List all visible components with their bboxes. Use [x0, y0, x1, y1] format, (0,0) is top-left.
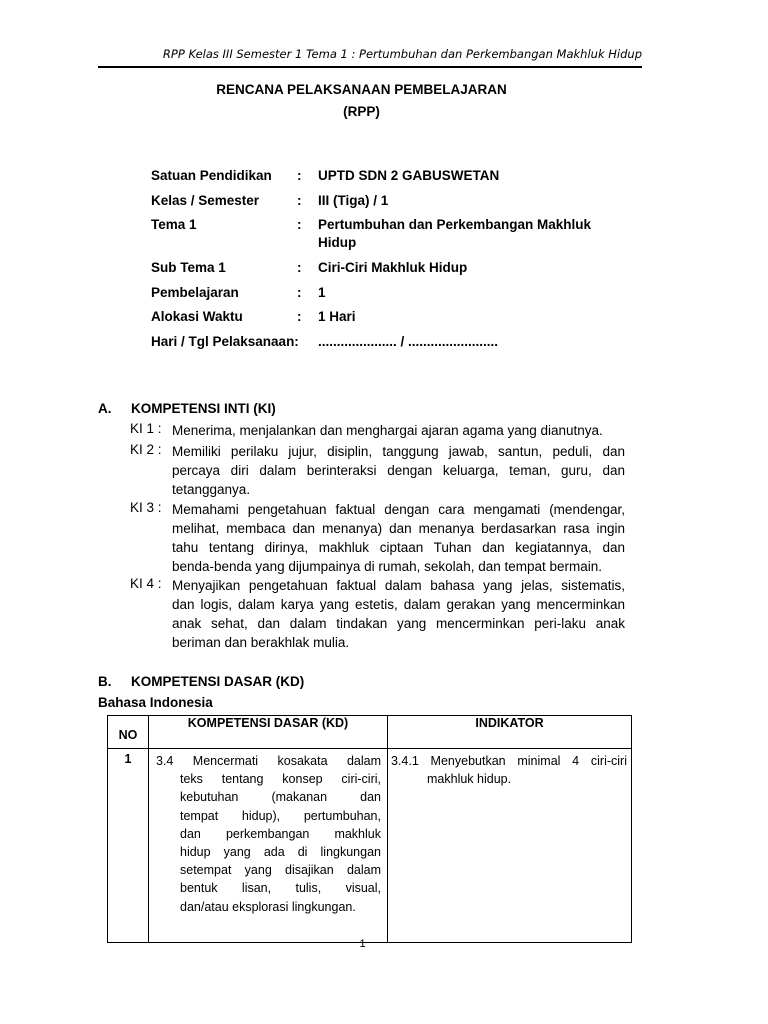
kd-line: hidup yang ada di lingkungan: [180, 845, 381, 860]
section-b-title: KOMPETENSI DASAR (KD): [131, 674, 305, 689]
identity-label: Hari / Tgl Pelaksanaan:: [151, 334, 299, 349]
kd-line: 3.4 Mencermati kosakata dalam: [156, 754, 381, 768]
document-subtitle: (RPP): [343, 104, 380, 119]
document-title: RENCANA PELAKSANAAN PEMBELAJARAN: [216, 82, 507, 97]
kd-table: [107, 715, 632, 943]
kd-line: setempat yang disajikan dalam: [180, 863, 381, 878]
identity-value: 1: [318, 285, 326, 300]
ki-line: percaya diri dalam berinteraksi dengan keluarga, teman, guru, dan: [172, 463, 625, 478]
ki-line: Menyajikan pengetahuan faktual dalam bahasa yang jelas, sistematis,: [172, 578, 625, 593]
ki-text: [172, 442, 625, 499]
ki-line: dan logis, dalam karya yang estetis, dalam gerakan yang mencerminkan: [172, 597, 625, 612]
running-header: [98, 47, 642, 61]
ki-line: anak sehat, dan dalam tindakan yang mencerminkan peri-laku anak: [172, 616, 625, 631]
identity-colon: :: [297, 193, 302, 208]
ki-line: beriman dan berakhlak mulia.: [172, 635, 350, 650]
kd-cell: [149, 749, 388, 943]
identity-colon: :: [297, 168, 302, 183]
kd-line: kebutuhan (makanan dan: [180, 790, 381, 805]
identity-label: Tema 1: [151, 217, 197, 232]
identity-colon: :: [297, 309, 302, 324]
ki-line: Memiliki perilaku jujur, disiplin, tanggung jawab, santun, peduli, dan: [172, 444, 625, 459]
identity-colon: :: [297, 260, 302, 275]
identity-label: Pembelajaran: [151, 285, 239, 300]
ki-text: [172, 500, 625, 576]
ki-line: tahu tentang dirinya, makhluk ciptaan Tuhan dan kegiatannya, dan: [172, 540, 625, 555]
ki-text: [172, 421, 625, 440]
ki-line: Menerima, menjalankan dan menghargai ajaran agama yang dianutnya.: [172, 423, 603, 438]
identity-label: Alokasi Waktu: [151, 309, 243, 324]
page-number: 1: [359, 938, 366, 950]
ki-label: KI 1 :: [130, 421, 162, 436]
identity-label: Sub Tema 1: [151, 260, 226, 275]
row-number: 1: [108, 749, 149, 943]
identity-value: Pertumbuhan dan Perkembangan Makhluk Hidup: [318, 217, 592, 250]
kd-line: teks tentang konsep ciri-ciri,: [180, 772, 381, 787]
header-rule: [98, 66, 642, 68]
ki-line: melihat, membaca dan menanya) dan menanya berdasarkan rasa ingin: [172, 521, 625, 536]
identity-value: 1 Hari: [318, 309, 356, 324]
identity-colon: :: [297, 285, 302, 300]
ki-line: benda-benda yang dijumpainya di rumah, sekolah, dan tempat bermain.: [172, 559, 603, 574]
identity-value: III (Tiga) / 1: [318, 193, 389, 208]
section-a-title: KOMPETENSI INTI (KI): [131, 401, 276, 416]
identity-label: Kelas / Semester: [151, 193, 260, 208]
kd-line: bentuk lisan, tulis, visual,: [180, 881, 381, 896]
ki-label: KI 4 :: [130, 576, 162, 591]
table-header-row: [108, 716, 632, 749]
column-header-indikator: INDIKATOR: [388, 716, 632, 749]
ki-label: KI 3 :: [130, 500, 162, 515]
column-header-no: NO: [108, 716, 149, 749]
column-header-kd: KOMPETENSI DASAR (KD): [149, 716, 388, 749]
identity-colon: :: [297, 217, 302, 232]
section-a-letter: A.: [98, 401, 112, 416]
table-row: [108, 749, 632, 943]
identity-label: Satuan Pendidikan: [151, 168, 272, 183]
indicator-cell: [388, 749, 632, 943]
ki-text: [172, 576, 625, 652]
identity-value: Ciri-Ciri Makhluk Hidup: [318, 260, 468, 275]
ki-line: Memahami pengetahuan faktual dengan cara mengamati (mendengar,: [172, 502, 625, 517]
ki-line: tetangganya.: [172, 482, 251, 497]
section-b-letter: B.: [98, 674, 112, 689]
identity-value: ..................... / ........................: [318, 334, 499, 349]
running-header-topic: Pertumbuhan dan Perkembangan Makhluk Hidup: [359, 47, 642, 61]
identity-value: UPTD SDN 2 GABUSWETAN: [318, 168, 500, 183]
indicator-line: 3.4.1 Menyebutkan minimal 4 ciri-ciri: [391, 754, 627, 768]
ki-label: KI 2 :: [130, 442, 162, 457]
kd-line: dan/atau eksplorasi lingkungan.: [180, 899, 356, 914]
kd-line: dan perkembangan makhluk: [180, 826, 381, 841]
kd-line: tempat hidup), pertumbuhan,: [180, 808, 381, 823]
indicator-line: makhluk hidup.: [427, 772, 512, 787]
running-header-prefix: RPP Kelas III Semester 1 Tema 1 :: [162, 47, 360, 61]
subject-heading: Bahasa Indonesia: [98, 695, 213, 710]
